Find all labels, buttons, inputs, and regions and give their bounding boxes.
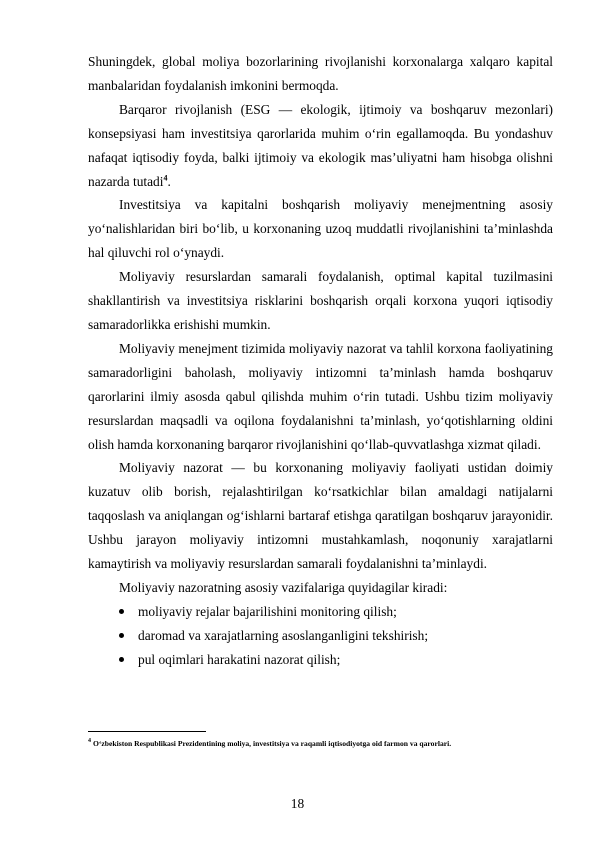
- footnote-mark: 4: [88, 738, 91, 745]
- bullet-icon: [119, 657, 124, 662]
- footnote: [88, 738, 558, 749]
- bullet-icon: [119, 633, 124, 638]
- paragraph-esg: [88, 98, 553, 194]
- list-item: [88, 624, 553, 648]
- list-item-text: pul oqimlari harakatini nazorat qilish;: [138, 651, 341, 667]
- footnote-text: O‘zbekiston Respublikasi Prezidentining moliya, investitsiya va raqamli iqtisodiyotga oid farmon va qarorlari.: [93, 739, 452, 748]
- page-number: 18: [290, 796, 305, 811]
- paragraph-investment-capital: Investitsiya va kapitalni boshqarish moliyaviy menejmentning asosiy yo‘nalishlaridan biri bo‘lib, u korxonaning uzoq muddatli rivojlanishini ta’minlashda hal qiluvchi rol o‘ynaydi.: [88, 197, 553, 261]
- list-item: [88, 600, 553, 624]
- body-text: [88, 50, 553, 672]
- footnote-divider: [88, 731, 206, 732]
- paragraph-financial-control-system: Moliyaviy menejment tizimida moliyaviy nazorat va tahlil korxona faoliyatining samaradorligini baholash, moliyaviy intizomni ta’minlash hamda boshqaruv qarorlarini ilmiy asosda qabul qilishda muhim o‘rin tutadi. Ushbu tizim moliyaviy resurslardan maqsadli va oqilona foydalanishni ta’minlash, yo‘qotishlarning oldini olish hamda korxonaning barqaror rivojlanishini qo‘llab-quvvatlashga xizmat qiladi.: [88, 340, 553, 452]
- bullet-icon: [119, 609, 124, 614]
- footnote-reference[interactable]: 4: [163, 173, 168, 183]
- paragraph-global-markets: Shuningdek, global moliya bozorlarining rivojlanishi korxonalarga xalqaro kapital manbalaridan foydalanish imkonini bermoqda.: [88, 54, 553, 93]
- paragraph-financial-resources: Moliyaviy resurslardan samarali foydalanish, optimal kapital tuzilmasini shakllantirish va investitsiya risklarini boshqarish orqali korxona yuqori iqtisodiy samaradorlikka erishishi mumkin.: [88, 269, 553, 332]
- paragraph-esg-end: .: [167, 173, 171, 189]
- paragraph-control-tasks-intro: Moliyaviy nazoratning asosiy vazifalariga quyidagilar kiradi:: [119, 579, 448, 595]
- list-item-text: daromad va xarajatlarning asoslanganligini tekshirish;: [138, 627, 429, 643]
- paragraph-financial-control-definition: Moliyaviy nazorat — bu korxonaning moliyaviy faoliyati ustidan doimiy kuzatuv olib borish, rejalashtirilgan ko‘rsatkichlar bilan amaldagi natijalarni taqqoslash va aniqlangan og‘ishlarni bartaraf etishga qaratilgan boshqaruv jarayonidir. Ushbu jarayon moliyaviy intizomni mustahkamlash, noqonuniy xarajatlarni kamaytirish va moliyaviy resurslardan samarali foydalanishni ta’minlaydi.: [88, 460, 553, 572]
- control-tasks-list: [88, 600, 553, 672]
- list-item: [88, 648, 553, 672]
- paragraph-esg-text: Barqaror rivojlanish (ESG — ekologik, ijtimoiy va boshqaruv mezonlari) konsepsiyasi ham investitsiya qarorlarida muhim o‘rin egallamoqda. Bu yondashuv nafaqat iqtisodiy foyda, balki ijtimoiy va ekologik mas’uliyatni ham hisobga olishni nazarda tutadi: [88, 101, 553, 189]
- list-item-text: moliyaviy rejalar bajarilishini monitoring qilish;: [138, 603, 397, 619]
